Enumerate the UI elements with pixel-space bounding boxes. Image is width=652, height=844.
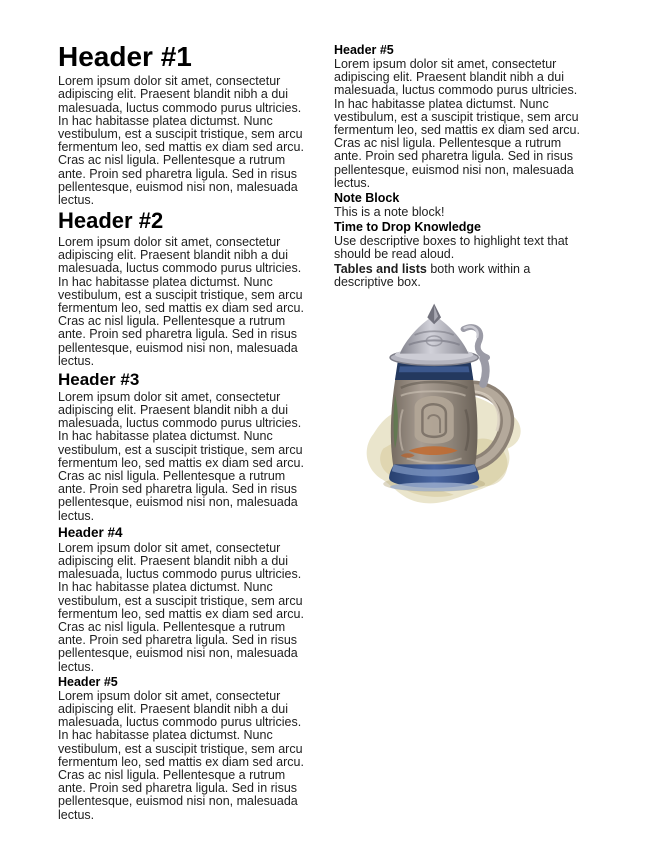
- right-column: [334, 42, 586, 513]
- section-paragraph: Lorem ipsum dolor sit amet, consectetur adipiscing elit. Praesent blandit nibh a dui malesuada, luctus commodo purus ultricies. In hac habitasse platea dictumst. Nunc vestibulum, est a suscipit tristique, sem arcu fermentum leo, sed mattis ex diam sed arcu. Cras ac nisl ligula. Pellentesque a rutrum ante. Proin sed pharetra ligula. Sed in risus pellentesque, euismod nisi non, malesuada lectus.: [58, 74, 304, 207]
- section-header-3: [58, 371, 310, 523]
- beer-stein-illustration: [344, 301, 540, 513]
- section-heading-h4: Header #4: [58, 524, 123, 540]
- section-heading-h3: Header #3: [58, 370, 140, 390]
- section-paragraph: Lorem ipsum dolor sit amet, consectetur adipiscing elit. Praesent blandit nibh a dui malesuada, luctus commodo purus ultricies. In hac habitasse platea dictumst. Nunc vestibulum, est a suscipit tristique, sem arcu fermentum leo, sed mattis ex diam sed arcu. Cras ac nisl ligula. Pellentesque a rutrum ante. Proin sed pharetra ligula. Sed in risus pellentesque, euismod nisi non, malesuada lectus.: [58, 540, 304, 674]
- tables-lists-text: [334, 263, 586, 289]
- section-heading-h1: Header #1: [58, 41, 192, 72]
- knowledge-text: Use descriptive boxes to highlight text that should be read aloud.: [334, 234, 569, 262]
- left-column: [58, 42, 310, 823]
- two-column-layout: [58, 42, 592, 823]
- note-block-text: This is a note block!: [334, 205, 445, 220]
- section-heading-h2: Header #2: [58, 208, 164, 234]
- knowledge-heading: Time to Drop Knowledge: [334, 220, 481, 235]
- section-header-1: [58, 42, 310, 207]
- section-header-5-right: [334, 44, 586, 190]
- section-header-2: [58, 210, 310, 368]
- section-heading-h5: Header #5: [334, 43, 394, 57]
- section-header-5: [58, 676, 310, 822]
- section-paragraph: Lorem ipsum dolor sit amet, consectetur adipiscing elit. Praesent blandit nibh a dui malesuada, luctus commodo purus ultricies. In hac habitasse platea dictumst. Nunc vestibulum, est a suscipit tristique, sem arcu fermentum leo, sed mattis ex diam sed arcu. Cras ac nisl ligula. Pellentesque a rutrum ante. Proin sed pharetra ligula. Sed in risus pellentesque, euismod nisi non, malesuada lectus.: [58, 688, 304, 822]
- tables-lists-tail: both work within a descriptive box.: [334, 261, 531, 289]
- tables-lists-bold-lead: Tables and lists: [334, 261, 427, 276]
- beer-stein-svg: [344, 301, 540, 513]
- section-heading-h5: Header #5: [58, 674, 118, 689]
- section-paragraph: Lorem ipsum dolor sit amet, consectetur adipiscing elit. Praesent blandit nibh a dui malesuada, luctus commodo purus ultricies. In hac habitasse platea dictumst. Nunc vestibulum, est a suscipit tristique, sem arcu fermentum leo, sed mattis ex diam sed arcu. Cras ac nisl ligula. Pellentesque a rutrum ante. Proin sed pharetra ligula. Sed in risus pellentesque, euismod nisi non, malesuada lectus.: [58, 235, 304, 368]
- section-paragraph: Lorem ipsum dolor sit amet, consectetur adipiscing elit. Praesent blandit nibh a dui malesuada, luctus commodo purus ultricies. In hac habitasse platea dictumst. Nunc vestibulum, est a suscipit tristique, sem arcu fermentum leo, sed mattis ex diam sed arcu. Cras ac nisl ligula. Pellentesque a rutrum ante. Proin sed pharetra ligula. Sed in risus pellentesque, euismod nisi non, malesuada lectus.: [58, 389, 304, 523]
- section-paragraph: Lorem ipsum dolor sit amet, consectetur adipiscing elit. Praesent blandit nibh a dui malesuada, luctus commodo purus ultricies. In hac habitasse platea dictumst. Nunc vestibulum, est a suscipit tristique, sem arcu fermentum leo, sed mattis ex diam sed arcu. Cras ac nisl ligula. Pellentesque a rutrum ante. Proin sed pharetra ligula. Sed in risus pellentesque, euismod nisi non, malesuada lectus.: [334, 57, 580, 190]
- note-block-heading: Note Block: [334, 191, 400, 206]
- section-header-4: [58, 526, 310, 674]
